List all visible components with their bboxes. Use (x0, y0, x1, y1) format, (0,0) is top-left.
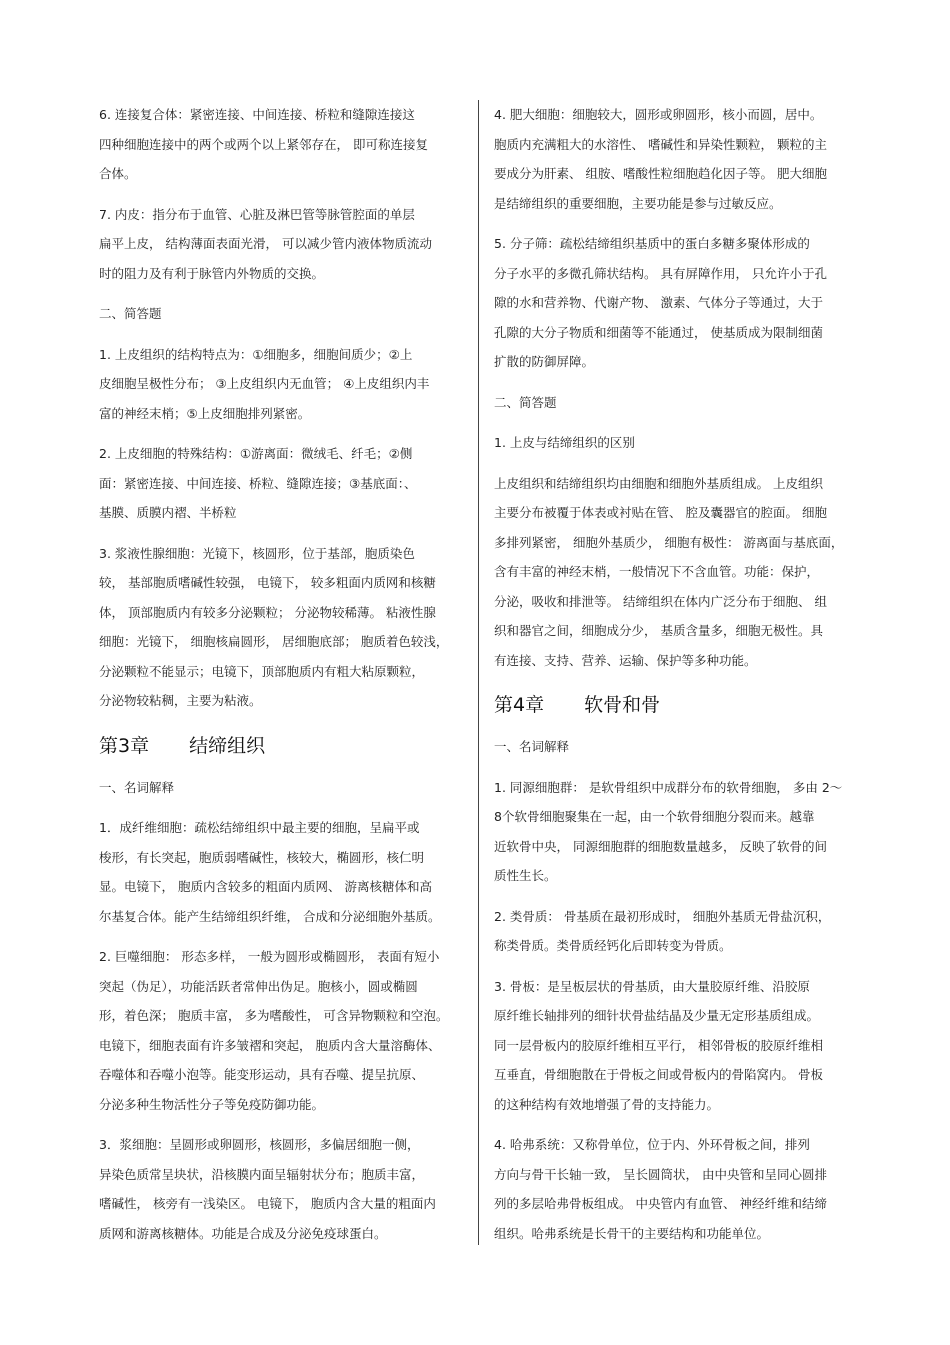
term-endothelium: 7. 内皮：指分布于血管、心脏及淋巴管等脉管腔面的单层 扁平上皮， 结构薄面表面光滑， 可以减少管内液体物质流动 时的阻力及有利于脉管内外物质的交换。 (99, 206, 432, 281)
section-term-explanation-2: 一、名词解释 (494, 739, 570, 754)
section-short-answer: 二、简答题 (99, 306, 162, 321)
chapter-3-number: 第3章 (99, 734, 150, 757)
right-column (494, 100, 862, 1259)
answer-serous-mucous-cells: 3. 浆液性腺细胞：光镜下，核圆形，位于基部，胞质染色 较， 基部胞质嗜碱性较强， 电镜下， 较多粗面内质网和核糖 体， 顶部胞质内有较多分泌颗粒； 分泌物较稀薄。 粘液性腺 细胞：光镜下， 细胞核扁圆形， 居细胞底部； 胞质着色较浅， 分泌颗粒不能显示；电镜下，顶部胞质内有粗大粘原颗粒， 分泌物较粘稠，主要为粘液。 (99, 545, 449, 708)
term-fibroblast: 1．成纤维细胞：疏松结缔组织中最主要的细胞，呈扁平或 梭形，有长突起，胞质弱嗜碱性，核较大，椭圆形，核仁明 显。电镜下， 胞质内含较多的粗面内质网、 游离核糖体和高 尔基复合体。能产生结缔组织纤维， 合成和分泌细胞外基质。 (99, 820, 441, 924)
term-plasma-cell: 3．浆细胞：呈圆形或卵圆形，核圆形，多偏居细胞一侧， 异染色质常呈块状，沿核膜内面呈辐射状分布；胞质丰富， 嗜碱性， 核旁有一浅染区。 电镜下， 胞质内含大量的粗面内 质网和游离核糖体。功能是合成及分泌免疫球蛋白。 (99, 1137, 436, 1241)
chapter-4-number: 第4章 (494, 694, 545, 716)
question-epithelium-vs-connective: 1. 上皮与结缔组织的区别 (494, 435, 635, 450)
section-term-explanation: 一、名词解释 (99, 779, 175, 795)
term-junctional-complex: 6. 连接复合体：紧密连接、中间连接、桥粒和缝隙连接这 四种细胞连接中的两个或两个以上紧邻存在， 即可称连接复 合体。 (99, 107, 428, 181)
answer-epithelial-special-structures: 2. 上皮细胞的特殊结构：①游离面：微绒毛、纤毛；②侧 面：紧密连接、中间连接、桥粒、缝隙连接；③基底面：、 基膜、质膜内褶、半桥粒 (99, 446, 417, 520)
chapter-4-heading (494, 686, 862, 724)
term-mast-cell: 4. 肥大细胞：细胞较大，圆形或卵圆形，核小而圆，居中。 胞质内充满粗大的水溶性、 嗜碱性和异染性颗粒， 颗粒的主 要成分为肝素、 组胺、嗜酸性粒细胞趋化因子等。 肥大细胞 是结缔组织的重要细胞，主要功能是参与过敏反应。 (494, 107, 827, 211)
chapter-4-title: 软骨和骨 (584, 694, 661, 716)
section-short-answer-2: 二、简答题 (494, 394, 557, 410)
column-divider (478, 100, 479, 1245)
left-column (99, 100, 467, 1259)
chapter-3-heading (99, 727, 467, 765)
answer-epithelium-features: 1. 上皮组织的结构特点为：①细胞多，细胞间质少；②上 皮细胞呈极性分布； ③上皮组织内无血管； ④上皮组织内丰 富的神经末梢；⑤上皮细胞排列紧密。 (99, 346, 430, 421)
term-bone-lamella: 3. 骨板：是呈板层状的骨基质，由大量胶原纤维、沿胶原 原纤维长轴排列的细针状骨盐结晶及少量无定形基质组成。 同一层骨板内的胶原纤维相互平行， 相邻骨板的胶原纤维相 互垂直，骨细胞散在于骨板之间或骨板内的骨陷窝内。 骨板 的这种结构有效地增强了骨的支持能力。 (494, 978, 823, 1112)
term-haversian-system: 4. 哈弗系统：又称骨单位，位于内、外环骨板之间，排列 方向与骨干长轴一致， 呈长圆筒状， 由中央管和呈同心圆排 列的多层哈弗骨板组成。 中央管内有血管、 神经纤维和结缔 组织。哈弗系统是长骨干的主要结构和功能单位。 (494, 1137, 827, 1241)
answer-epithelium-vs-connective: 上皮组织和结缔组织均由细胞和细胞外基质组成。 上皮组织 主要分布被覆于体表或衬贴在管、 腔及囊器官的腔面。 细胞 多排列紧密， 细胞外基质少， 细胞有极性： 游离面与基底面， 含有丰富的神经末梢，一般情况下不含血管。功能：保护， 分泌，吸收和排泄等。 结缔组织在体内广泛分布于细胞、 组 织和器官之间，细胞成分少， 基质含量多，细胞无极性。具 有连接、支持、营养、运输、保护等多种功能。 (494, 475, 844, 668)
term-isogenous-group: 1. 同源细胞群： 是软骨组织中成群分布的软骨细胞， 多由 2～ 8个软骨细胞聚集在一起，由一个软骨细胞分裂而来。越靠 近软骨中央， 同源细胞群的细胞数量越多， 反映了软骨的间 质性生长。 (494, 779, 843, 883)
term-macrophage: 2. 巨噬细胞： 形态多样， 一般为圆形或椭圆形， 表面有短小 突起（伪足），功能活跃者常伸出伪足。胞核小，圆或椭圆 形，着色深； 胞质丰富， 多为嗜酸性， 可含异物颗粒和空泡。 电镜下，细胞表面有许多皱褶和突起， 胞质内含大量溶酶体、 吞噬体和吞噬小泡等。能变形运动，具有吞噬、提呈抗原、 分泌多种生物活性分子等免疫防御功能。 (99, 949, 449, 1112)
term-molecular-sieve: 5. 分子筛：疏松结缔组织基质中的蛋白多糖多聚体形成的 分子水平的多微孔筛状结构。 具有屏障作用， 只允许小于孔 隙的水和营养物、代谢产物、 激素、气体分子等通过，大于 孔隙的大分子物质和细菌等不能通过， 使基质成为限制细菌 扩散的防御屏障。 (494, 236, 827, 369)
chapter-3-title: 结缔组织 (189, 734, 266, 757)
term-osteoid: 2. 类骨质： 骨基质在最初形成时， 细胞外基质无骨盐沉积， 称类骨质。类骨质经钙化后即转变为骨质。 (494, 908, 831, 953)
